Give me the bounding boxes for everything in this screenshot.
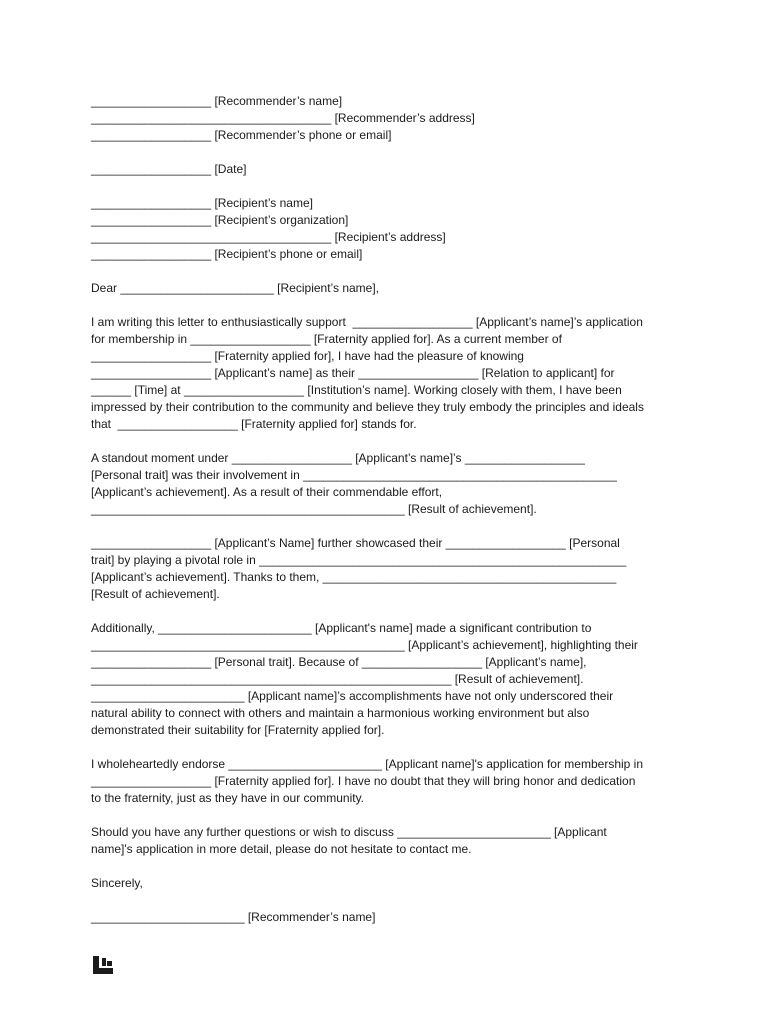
paragraph-showcase: [91, 535, 691, 603]
paragraph-line: to the fraternity, just as they have in our community.: [91, 791, 365, 805]
sender-name-line: __________________ [Recommender’s name]: [91, 94, 343, 108]
recipient-block: [91, 195, 691, 263]
signature-line: _______________________ [Recommender’s name]: [91, 910, 376, 924]
paragraph-line: _______________________________________________ [Result of achievement].: [91, 502, 537, 516]
paragraph-line: _______________________________________________ [Applicant’s achievement], highlighting their: [91, 638, 638, 652]
paragraph-support: [91, 314, 691, 433]
paragraph-line: [Result of achievement].: [91, 587, 220, 601]
sender-contact-line: __________________ [Recommender’s phone or email]: [91, 128, 392, 142]
paragraph-line: ______ [Time] at __________________ [Institution’s name]. Working closely with them, I have been: [91, 383, 622, 397]
recipient-contact-line: __________________ [Recipient’s phone or email]: [91, 247, 363, 261]
paragraph-line: Should you have any further questions or wish to discuss _______________________ [Applicant: [91, 825, 607, 839]
paragraph-line: Additionally, _______________________ [Applicant's name] made a significant contribution to: [91, 621, 592, 635]
paragraph-line: __________________ [Applicant’s name] as their __________________ [Relation to applicant] for: [91, 366, 615, 380]
document-logo-icon: [93, 956, 113, 974]
paragraph-additionally: [91, 620, 691, 739]
sender-block: [91, 93, 691, 144]
recipient-address-line: ____________________________________ [Recipient’s address]: [91, 230, 446, 244]
paragraph-standout: [91, 450, 691, 518]
paragraph-line: name]'s application in more detail, please do not hesitate to contact me.: [91, 842, 472, 856]
paragraph-line: for membership in __________________ [Fraternity applied for]. As a current member of: [91, 332, 562, 346]
paragraph-contact: [91, 824, 691, 858]
sender-address-line: ____________________________________ [Recommender’s address]: [91, 111, 475, 125]
paragraph-line: I am writing this letter to enthusiastically support __________________ [Applicant’s name]’s application: [91, 315, 643, 329]
paragraph-line: that __________________ [Fraternity applied for] stands for.: [91, 417, 417, 431]
paragraph-line: ______________________________________________________ [Result of achievement].: [91, 672, 584, 686]
paragraph-line: trait] by playing a pivotal role in _______________________________________________________: [91, 553, 627, 567]
paragraph-line: demonstrated their suitability for [Fraternity applied for].: [91, 723, 385, 737]
paragraph-line: I wholeheartedly endorse _______________________ [Applicant name]'s application for membership in: [91, 757, 644, 771]
paragraph-line: [Applicant’s achievement]. Thanks to them, ____________________________________________: [91, 570, 617, 584]
date-line: __________________ [Date]: [91, 162, 247, 176]
recipient-organization-line: __________________ [Recipient’s organization]: [91, 213, 349, 227]
paragraph-line: __________________ [Fraternity applied for]. I have no doubt that they will bring honor and dedication: [91, 774, 636, 788]
paragraph-line: __________________ [Fraternity applied for], I have had the pleasure of knowing: [91, 349, 524, 363]
paragraph-line: impressed by their contribution to the community and believe they truly embody the principles and ideals: [91, 400, 644, 414]
paragraph-line: natural ability to connect with others and maintain a harmonious working environment but also: [91, 706, 590, 720]
paragraph-line: __________________ [Applicant’s Name] further showcased their __________________ [Personal: [91, 536, 620, 550]
paragraph-line: _______________________ [Applicant name]’s accomplishments have not only underscored their: [91, 689, 614, 703]
paragraph-line: [Applicant’s achievement]. As a result of their commendable effort,: [91, 485, 443, 499]
recipient-name-line: __________________ [Recipient’s name]: [91, 196, 313, 210]
salutation: Dear _______________________ [Recipient’s name],: [91, 281, 380, 295]
paragraph-endorse: [91, 756, 691, 807]
paragraph-line: [Personal trait] was their involvement in _______________________________________________: [91, 468, 617, 482]
letter-page: [91, 93, 691, 926]
paragraph-line: __________________ [Personal trait]. Because of __________________ [Applicant’s name],: [91, 655, 587, 669]
closing: Sincerely,: [91, 876, 143, 890]
paragraph-line: A standout moment under __________________ [Applicant’s name]’s __________________: [91, 451, 585, 465]
